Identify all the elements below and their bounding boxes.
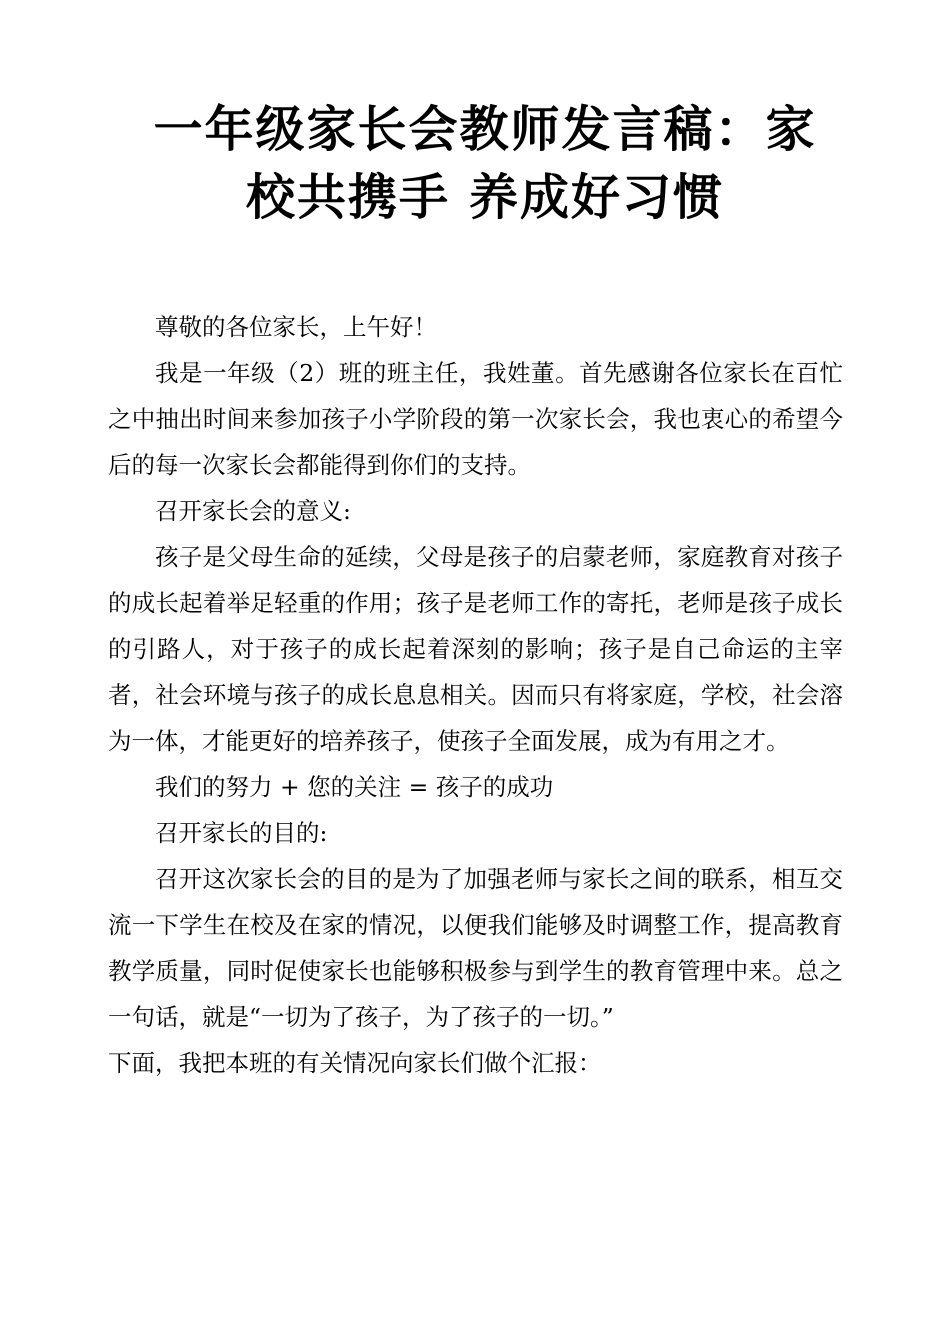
title-line-1: 一年级家长会教师发言稿：家 xyxy=(153,101,817,158)
heading-meeting-significance: 召开家长会的意义: xyxy=(155,497,351,525)
paragraph-greeting: 尊敬的各位家长，上午好！ xyxy=(155,313,437,341)
paragraph-report-intro: 下面，我把本班的有关情况向家长们做个汇报： xyxy=(108,1049,602,1077)
document-body xyxy=(108,304,843,1086)
paragraph-introduction: 我是一年级（2）班的班主任，我姓董。首先感谢各位家长在百忙之中抽出时间来参加孩子小学阶段的第一次家长会，我也衷心的希望今后的每一次家长会都能得到你们的支持。 xyxy=(108,359,843,479)
paragraph-purpose: 召开这次家长会的目的是为了加强老师与家长之间的联系，相互交流一下学生在校及在家的情况，以便我们能够及时调整工作，提高教育教学质量，同时促使家长也能够积极参与到学生的教育管理中来。总之一句话，就是“一切为了孩子，为了孩子的一切。” xyxy=(108,865,843,1031)
heading-meeting-purpose: 召开家长的目的: xyxy=(155,819,328,847)
paragraph-motto: 我们的努力 + 您的关注 = 孩子的成功 xyxy=(155,773,554,801)
document-title xyxy=(100,96,870,232)
title-line-2: 校共携手 养成好习惯 xyxy=(245,169,725,226)
paragraph-significance: 孩子是父母生命的延续，父母是孩子的启蒙老师，家庭教育对孩子的成长起着举足轻重的作用；孩子是老师工作的寄托，老师是孩子成长的引路人，对于孩子的成长起着深刻的影响；孩子是自己命运的主宰者，社会环境与孩子的成长息息相关。因而只有将家庭，学校，社会溶为一体，才能更好的培养孩子，使孩子全面发展，成为有用之才。 xyxy=(108,543,843,755)
